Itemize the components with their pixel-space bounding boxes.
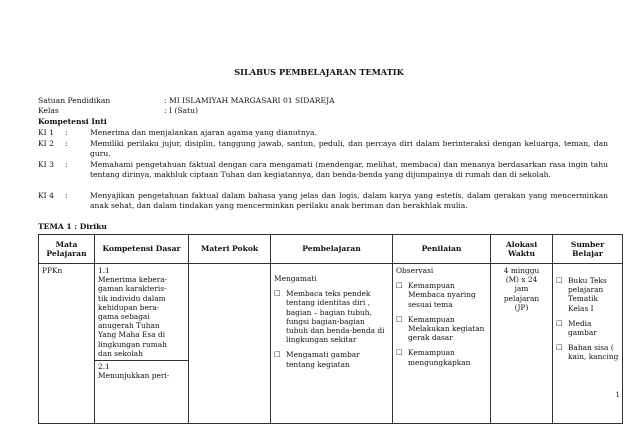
header-materi-pokok: Materi Pokok: [189, 235, 271, 264]
checkbox-icon: □: [396, 281, 403, 290]
list-item: [274, 289, 389, 344]
ki-text: Menerima dan menjalankan ajaran agama yang dianutnya.: [90, 128, 317, 137]
ki-text: Menyajikan pengetahuan faktual dalam bahasa yang jelas dan logis, dalam karya yang estetis, dalam gerakan yang mencerminkan anak sehat, dan dalam tindakan yang mencerminkan perilaku anak beriman dan berakhlak mulia.: [90, 191, 608, 210]
checkbox-icon: □: [396, 348, 403, 357]
tema-heading: TEMA 1 : Diriku: [38, 222, 107, 231]
cell-pembelajaran: [271, 264, 393, 424]
cell-penilaian: [393, 264, 491, 424]
ki-code: KI 4: [38, 191, 54, 200]
list-item: [556, 343, 619, 361]
list-item-text: Buku Teks pelajaran Tematik Kelas I: [568, 276, 607, 313]
ki-colon: :: [65, 139, 68, 148]
header-mata-pelajaran: Mata Pelajaran: [39, 235, 95, 264]
satuan-value: : MI ISLAMIYAH MARGASARI 01 SIDAREJA: [164, 96, 335, 105]
list-item-text: Kemampuan Membaca nyaring sesuai tema: [408, 281, 476, 309]
list-item: [274, 350, 389, 368]
ki-colon: :: [65, 160, 68, 169]
ki-colon: :: [65, 191, 68, 200]
header-pembelajaran: Pembelajaran: [271, 235, 393, 264]
satuan-label: Satuan Pendidikan: [38, 96, 111, 105]
checkbox-icon: □: [556, 276, 563, 284]
page-number: 1: [615, 390, 620, 399]
kompetensi-heading: Kompetensi Inti: [38, 117, 107, 126]
table-row: [39, 264, 623, 424]
list-item: [396, 281, 487, 309]
list-item-text: Kemampuan Melakukan kegiatan gerak dasar: [408, 314, 485, 343]
header-kompetensi-dasar: Kompetensi Dasar: [95, 235, 189, 264]
checkbox-icon: □: [556, 343, 563, 352]
cell-materi-pokok: [189, 264, 271, 424]
checkbox-icon: □: [274, 350, 281, 359]
cell-mapel: PPKn: [39, 264, 95, 424]
cell-kompetensi-dasar: [95, 264, 189, 424]
ki-text: Memahami pengetahuan faktual dengan cara mengamati (mendengar, melihat, membaca) dan menanya berdasarkan rasa ingin tahu tentang dirinya, makhluk ciptaan Tuhan dan kegiatannya, dan benda-benda yang dijumpainya di rumah dan di sekolah.: [90, 160, 608, 179]
list-item-text: Bahan sisa ( kain, kancing: [568, 343, 619, 362]
list-item: [556, 276, 619, 313]
list-item-text: Kemampuan mengungkapkan: [408, 348, 471, 367]
ki-colon: :: [65, 128, 68, 137]
list-item: [556, 319, 619, 337]
list-item: [396, 315, 487, 343]
ki-text: Memiliki perilaku jujur, disiplin, tanggung jawab, santun, peduli, dan percaya diri dalam berinteraksi dengan keluarga, teman, dan guru.: [90, 139, 608, 158]
list-item-text: Membaca teks pendek tentang identitas diri , bagian – bagian tubuh, fungsi bagian-bagian tubuh dan benda-benda di lingkungan sekitar: [286, 289, 385, 345]
ki-code: KI 2: [38, 139, 54, 148]
pembelajaran-head: Mengamati: [274, 274, 317, 283]
kelas-value: : I (Satu): [164, 106, 198, 115]
table-header-row: [39, 235, 623, 264]
kd-2: 2.1 Menunjukkan peri-: [95, 360, 188, 380]
cell-alokasi-waktu: 4 minggu (M) x 24 jam pelajaran (JP): [491, 264, 553, 424]
checkbox-icon: □: [396, 314, 403, 323]
header-sumber-belajar: Sumber Belajar: [553, 235, 623, 264]
header-alokasi-waktu: Alokasi Waktu: [491, 235, 553, 264]
cell-sumber-belajar: [553, 264, 623, 424]
kd-1: 1.1 Menerima kebera- gaman karakteris- tik individu dalam kehidupan bera- gama sebagai anugerah Tuhan Yang Maha Esa di lingkungan rumah dan sekolah: [98, 266, 168, 358]
checkbox-icon: □: [274, 289, 281, 298]
checkbox-icon: □: [556, 318, 563, 327]
list-item-text: Mengamati gambar tentang kegiatan: [286, 350, 360, 369]
list-item-text: Media gambar: [568, 318, 597, 338]
syllabus-table: [38, 234, 623, 424]
page-title: SILABUS PEMBELAJARAN TEMATIK: [234, 67, 404, 77]
header-penilaian: Penilaian: [393, 235, 491, 264]
ki-code: KI 3: [38, 160, 54, 169]
list-item: [396, 348, 487, 366]
kelas-label: Kelas: [38, 106, 59, 115]
penilaian-head: Observasi: [396, 266, 434, 275]
ki-code: KI 1: [38, 128, 54, 137]
